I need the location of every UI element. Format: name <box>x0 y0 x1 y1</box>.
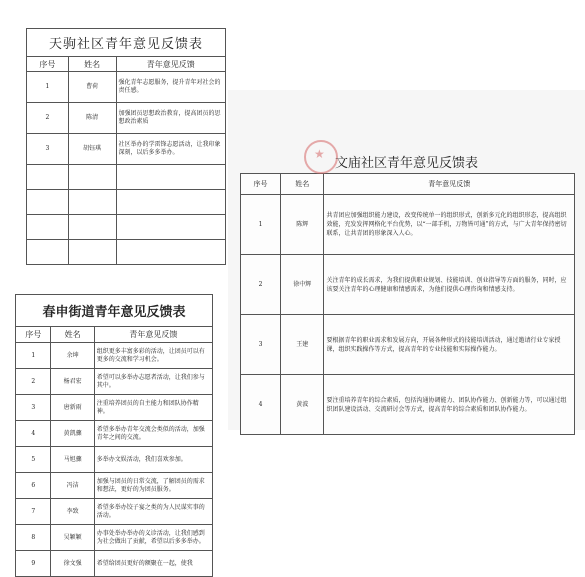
table-row <box>16 421 213 447</box>
table-row <box>241 315 575 375</box>
row-feedback: 要根据青年的职业需求和发展方向，开展各种形式的技能培训活动，通过邀请行业专家授课，组织实践操作等方式，提高青年的专业技能和实际操作能力。 <box>324 315 575 375</box>
header-name: 姓名 <box>51 327 94 343</box>
table-header-row <box>16 327 213 343</box>
feedback-sheet-wenmiao <box>228 90 585 430</box>
row-feedback: 关注青年的成长需求，为我们提供职业规划、技能培训、创业指导等方面的服务，同时，应该要关注青年的心理健康和情感需求，为他们提供心理咨询和情感支持。 <box>324 255 575 315</box>
feedback-table <box>26 56 226 265</box>
feedback-sheet-tianju <box>26 28 226 265</box>
table-row <box>241 375 575 435</box>
table-row <box>241 255 575 315</box>
header-feedback: 青年意见反馈 <box>94 327 212 343</box>
row-name: 余坤 <box>51 343 94 369</box>
sheet-title: 春申街道青年意见反馈表 <box>15 294 213 326</box>
table-row <box>16 499 213 525</box>
table-row <box>16 369 213 395</box>
header-num: 序号 <box>16 327 51 343</box>
row-feedback: 希望多举办饺子宴之类的为人民谋实事的活动。 <box>94 499 212 525</box>
row-num: 4 <box>241 375 281 435</box>
table-row <box>16 525 213 551</box>
row-name: 陈辉 <box>281 195 324 255</box>
row-name: 黄波 <box>281 375 324 435</box>
row-name: 杨君宏 <box>51 369 94 395</box>
row-num: 7 <box>16 499 51 525</box>
header-feedback: 青年意见反馈 <box>324 174 575 195</box>
table-row <box>16 473 213 499</box>
row-num: 3 <box>27 134 69 165</box>
empty-row <box>27 165 226 190</box>
row-feedback: 希望可以多举办志愿者活动，让我们参与其中。 <box>94 369 212 395</box>
empty-row <box>27 190 226 215</box>
row-name: 吴颖颖 <box>51 525 94 551</box>
table-row <box>27 103 226 134</box>
feedback-table <box>240 173 575 435</box>
row-feedback: 多举办文娱活动，我们喜欢参加。 <box>94 447 212 473</box>
table-row <box>16 447 213 473</box>
row-name: 黄凯骤 <box>51 421 94 447</box>
table-row <box>16 395 213 421</box>
row-feedback: 办事处举办举办的义诊活动，让我们感到为社会做出了贡献，希望以后多多举办。 <box>94 525 212 551</box>
row-num: 5 <box>16 447 51 473</box>
row-name: 李致 <box>51 499 94 525</box>
row-num: 2 <box>27 103 69 134</box>
row-num: 1 <box>27 72 69 103</box>
table-row <box>27 134 226 165</box>
header-name: 姓名 <box>281 174 324 195</box>
row-feedback: 加强团员思想政治教育，提高团员的思想政治素质 <box>116 103 225 134</box>
row-name: 王建 <box>281 315 324 375</box>
header-name: 姓名 <box>68 57 116 72</box>
row-feedback: 组织更多丰富多彩的活动，让团员可以有更多的交流和学习机会。 <box>94 343 212 369</box>
row-feedback: 共青团应加强组织能力建设，改变传统单一的组织形式，创新多元化的组织形态，提高组织效能，充发发挥网格化平台优势，以“一部手机，万物皆可通”的方式，与广大青年保持密切联系，让共青团的形象深入人心。 <box>324 195 575 255</box>
row-num: 3 <box>241 315 281 375</box>
row-num: 8 <box>16 525 51 551</box>
row-name: 徐文强 <box>51 551 94 577</box>
row-num: 1 <box>16 343 51 369</box>
empty-row <box>27 215 226 240</box>
row-num: 3 <box>16 395 51 421</box>
row-name: 冯洁 <box>51 473 94 499</box>
row-num: 1 <box>241 195 281 255</box>
row-num: 2 <box>16 369 51 395</box>
row-feedback: 加强与团员的日常交流，了解团员的需求和想法，更好的为团员服务。 <box>94 473 212 499</box>
table-row <box>16 343 213 369</box>
header-num: 序号 <box>27 57 69 72</box>
row-name: 徐中辉 <box>281 255 324 315</box>
sheet-title: 文庙社区青年意见反馈表 <box>334 156 478 171</box>
row-feedback: 希望多举办青年交流会类似的活动，加强青年之间的交流。 <box>94 421 212 447</box>
sheet-title: 天驹社区青年意见反馈表 <box>26 28 226 56</box>
row-num: 9 <box>16 551 51 577</box>
table-row <box>27 72 226 103</box>
empty-row <box>27 240 226 265</box>
row-feedback: 希望给团员更好的额聚在一起，使我 <box>94 551 212 577</box>
header-num: 序号 <box>241 174 281 195</box>
feedback-table <box>15 326 213 577</box>
row-num: 4 <box>16 421 51 447</box>
row-feedback: 注重培养团员的自主能力和团队协作精神。 <box>94 395 212 421</box>
row-num: 2 <box>241 255 281 315</box>
table-row <box>241 195 575 255</box>
row-name: 陈清 <box>68 103 116 134</box>
row-name: 唐新雨 <box>51 395 94 421</box>
row-num: 6 <box>16 473 51 499</box>
row-name: 马旭骤 <box>51 447 94 473</box>
row-feedback: 社区举办的学雷锋志愿活动，让我印象深刻，以后多多举办。 <box>116 134 225 165</box>
header-feedback: 青年意见反馈 <box>116 57 225 72</box>
row-feedback: 强化青年志愿服务，提升青年对社会的责任感。 <box>116 72 225 103</box>
table-header-row <box>241 174 575 195</box>
row-name: 曹荷 <box>68 72 116 103</box>
feedback-sheet-chunshen <box>15 294 213 577</box>
row-feedback: 要注重培养青年的综合素质，包括沟通协调能力、团队协作能力、创新能力等，可以通过组织团队建设活动、交流研讨会等方式，提高青年的综合素质和团队协作能力。 <box>324 375 575 435</box>
table-header-row <box>27 57 226 72</box>
row-name: 胡钰琪 <box>68 134 116 165</box>
